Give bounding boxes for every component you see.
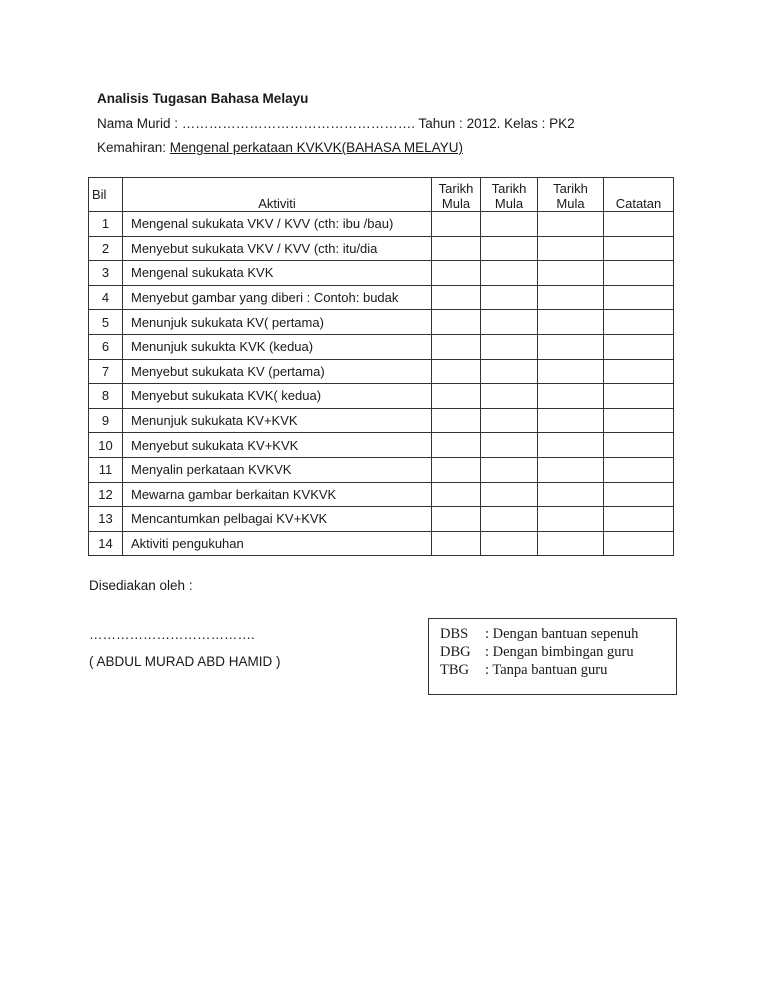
legend-desc: : Tanpa bantuan guru bbox=[485, 662, 608, 678]
row-tarikh-2-cell bbox=[481, 261, 538, 286]
row-tarikh-1-cell bbox=[432, 212, 481, 237]
row-aktiviti: Menyebut sukukata KVK( kedua) bbox=[123, 384, 432, 409]
legend-item-dbs bbox=[440, 626, 638, 643]
table-row bbox=[89, 236, 674, 261]
row-tarikh-2-cell bbox=[481, 285, 538, 310]
row-bil: 3 bbox=[89, 261, 123, 286]
header-tarikh-2 bbox=[481, 178, 538, 212]
legend-code: DBG bbox=[440, 644, 471, 660]
row-bil: 7 bbox=[89, 359, 123, 384]
nama-murid-line: Nama Murid : ……………………………………………. Tahun : 2012. Kelas : PK2 bbox=[97, 116, 575, 131]
row-tarikh-3-cell bbox=[538, 433, 604, 458]
row-aktiviti: Menyalin perkataan KVKVK bbox=[123, 457, 432, 482]
row-tarikh-3-cell bbox=[538, 310, 604, 335]
header-tarikh-3-line2: Mula bbox=[556, 196, 585, 211]
table-row bbox=[89, 261, 674, 286]
row-aktiviti: Menyebut sukukata KV (pertama) bbox=[123, 359, 432, 384]
row-catatan-cell bbox=[604, 285, 674, 310]
row-aktiviti: Menyebut sukukata VKV / KVV (cth: itu/dia bbox=[123, 236, 432, 261]
row-tarikh-1-cell bbox=[432, 433, 481, 458]
table-row bbox=[89, 482, 674, 507]
row-catatan-cell bbox=[604, 384, 674, 409]
row-catatan-cell bbox=[604, 212, 674, 237]
row-aktiviti: Menyebut gambar yang diberi : Contoh: budak bbox=[123, 285, 432, 310]
row-tarikh-1-cell bbox=[432, 384, 481, 409]
disediakan-label: Disediakan oleh : bbox=[89, 578, 193, 593]
row-tarikh-2-cell bbox=[481, 384, 538, 409]
row-tarikh-3-cell bbox=[538, 408, 604, 433]
legend-desc: : Dengan bantuan sepenuh bbox=[485, 626, 639, 642]
table-header-row bbox=[89, 178, 674, 212]
row-tarikh-1-cell bbox=[432, 334, 481, 359]
row-bil: 10 bbox=[89, 433, 123, 458]
row-bil: 9 bbox=[89, 408, 123, 433]
row-tarikh-2-cell bbox=[481, 212, 538, 237]
row-catatan-cell bbox=[604, 310, 674, 335]
row-tarikh-3-cell bbox=[538, 359, 604, 384]
row-tarikh-2-cell bbox=[481, 310, 538, 335]
row-tarikh-1-cell bbox=[432, 482, 481, 507]
table-row bbox=[89, 531, 674, 556]
row-tarikh-1-cell bbox=[432, 531, 481, 556]
row-tarikh-1-cell bbox=[432, 285, 481, 310]
row-aktiviti: Aktiviti pengukuhan bbox=[123, 531, 432, 556]
row-aktiviti: Menunjuk sukukata KV+KVK bbox=[123, 408, 432, 433]
row-bil: 5 bbox=[89, 310, 123, 335]
row-tarikh-1-cell bbox=[432, 310, 481, 335]
legend-desc: : Dengan bimbingan guru bbox=[485, 644, 634, 660]
signature-dots: ………………………………. bbox=[89, 627, 255, 642]
header-tarikh-3 bbox=[538, 178, 604, 212]
row-tarikh-3-cell bbox=[538, 261, 604, 286]
row-tarikh-1-cell bbox=[432, 507, 481, 532]
row-tarikh-2-cell bbox=[481, 433, 538, 458]
table-row bbox=[89, 334, 674, 359]
row-tarikh-3-cell bbox=[538, 334, 604, 359]
row-bil: 13 bbox=[89, 507, 123, 532]
row-tarikh-3-cell bbox=[538, 507, 604, 532]
header-tarikh-3-line1: Tarikh bbox=[553, 181, 588, 196]
row-bil: 11 bbox=[89, 457, 123, 482]
table-row bbox=[89, 507, 674, 532]
kemahiran-line bbox=[97, 140, 463, 155]
row-catatan-cell bbox=[604, 433, 674, 458]
row-tarikh-3-cell bbox=[538, 482, 604, 507]
kemahiran-label: Kemahiran: bbox=[97, 140, 170, 155]
row-aktiviti: Mengenal sukukata VKV / KVV (cth: ibu /bau) bbox=[123, 212, 432, 237]
activity-table bbox=[88, 177, 674, 556]
table-row bbox=[89, 285, 674, 310]
row-catatan-cell bbox=[604, 261, 674, 286]
header-tarikh-2-line1: Tarikh bbox=[491, 181, 527, 196]
row-tarikh-3-cell bbox=[538, 531, 604, 556]
legend-item-tbg bbox=[440, 662, 607, 679]
table-row bbox=[89, 384, 674, 409]
row-aktiviti: Mewarna gambar berkaitan KVKVK bbox=[123, 482, 432, 507]
row-catatan-cell bbox=[604, 334, 674, 359]
row-tarikh-3-cell bbox=[538, 384, 604, 409]
row-aktiviti: Menyebut sukukata KV+KVK bbox=[123, 433, 432, 458]
table-row bbox=[89, 212, 674, 237]
legend-code: TBG bbox=[440, 662, 469, 678]
row-catatan-cell bbox=[604, 457, 674, 482]
row-tarikh-3-cell bbox=[538, 457, 604, 482]
header-tarikh-1 bbox=[432, 178, 481, 212]
table-row bbox=[89, 433, 674, 458]
kemahiran-value: Mengenal perkataan KVKVK(BAHASA MELAYU) bbox=[169, 140, 463, 155]
preparer-name: ( ABDUL MURAD ABD HAMID ) bbox=[89, 654, 281, 669]
table-row bbox=[89, 359, 674, 384]
row-aktiviti: Menunjuk sukukata KV( pertama) bbox=[123, 310, 432, 335]
row-tarikh-2-cell bbox=[481, 408, 538, 433]
row-bil: 8 bbox=[89, 384, 123, 409]
row-bil: 1 bbox=[89, 212, 123, 237]
row-tarikh-2-cell bbox=[481, 236, 538, 261]
row-aktiviti: Menunjuk sukukta KVK (kedua) bbox=[123, 334, 432, 359]
table-row bbox=[89, 408, 674, 433]
table-row bbox=[89, 310, 674, 335]
row-aktiviti: Mencantumkan pelbagai KV+KVK bbox=[123, 507, 432, 532]
row-aktiviti: Mengenal sukukata KVK bbox=[123, 261, 432, 286]
row-bil: 4 bbox=[89, 285, 123, 310]
row-tarikh-2-cell bbox=[481, 359, 538, 384]
row-tarikh-1-cell bbox=[432, 236, 481, 261]
row-tarikh-2-cell bbox=[481, 507, 538, 532]
row-bil: 6 bbox=[89, 334, 123, 359]
row-tarikh-2-cell bbox=[481, 482, 538, 507]
legend-box bbox=[428, 618, 677, 695]
row-catatan-cell bbox=[604, 507, 674, 532]
row-catatan-cell bbox=[604, 482, 674, 507]
row-tarikh-2-cell bbox=[481, 531, 538, 556]
document-title: Analisis Tugasan Bahasa Melayu bbox=[97, 91, 309, 106]
header-aktiviti: Aktiviti bbox=[123, 178, 432, 212]
row-catatan-cell bbox=[604, 531, 674, 556]
row-tarikh-1-cell bbox=[432, 408, 481, 433]
header-tarikh-1-line2: Mula bbox=[441, 196, 471, 211]
row-catatan-cell bbox=[604, 408, 674, 433]
row-tarikh-3-cell bbox=[538, 212, 604, 237]
table-row bbox=[89, 457, 674, 482]
header-tarikh-2-line2: Mula bbox=[494, 196, 524, 211]
row-bil: 14 bbox=[89, 531, 123, 556]
row-tarikh-2-cell bbox=[481, 457, 538, 482]
row-tarikh-1-cell bbox=[432, 457, 481, 482]
row-tarikh-3-cell bbox=[538, 285, 604, 310]
row-tarikh-1-cell bbox=[432, 261, 481, 286]
row-bil: 2 bbox=[89, 236, 123, 261]
table-body bbox=[89, 212, 674, 556]
header-bil: Bil bbox=[89, 178, 123, 212]
header-tarikh-1-line1: Tarikh bbox=[438, 181, 474, 196]
row-catatan-cell bbox=[604, 236, 674, 261]
row-tarikh-3-cell bbox=[538, 236, 604, 261]
legend-code: DBS bbox=[440, 626, 469, 642]
row-bil: 12 bbox=[89, 482, 123, 507]
row-tarikh-2-cell bbox=[481, 334, 538, 359]
row-catatan-cell bbox=[604, 359, 674, 384]
row-tarikh-1-cell bbox=[432, 359, 481, 384]
header-catatan: Catatan bbox=[604, 178, 674, 212]
legend-item-dbg bbox=[440, 644, 634, 661]
